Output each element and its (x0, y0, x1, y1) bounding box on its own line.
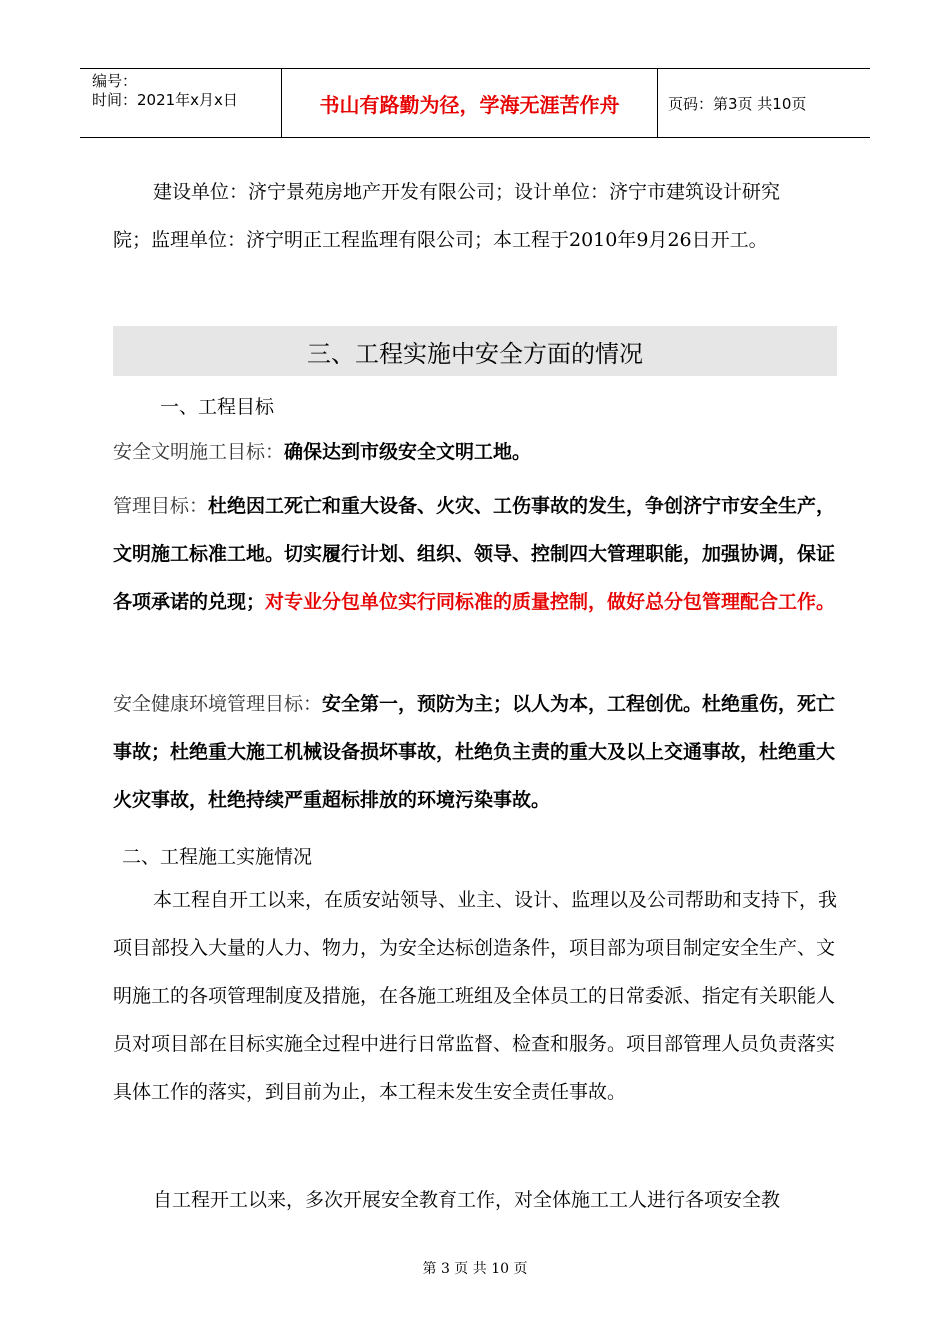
goal-safety-civil (113, 428, 843, 476)
subheading-implementation: 二、工程施工实施情况 (122, 846, 313, 868)
goal-label: 安全健康环境管理目标： (113, 693, 323, 715)
goal-text: 安全第一，预防为主；以人为本，工程创优。杜绝重伤，死亡事故；杜绝重大施工机械设备损坏事故，杜绝负主责的重大及以上交通事故，杜绝重大火灾事故，杜绝持续严重超标排放的环境污染事故。 (113, 693, 836, 811)
intro-line-2: 院；监理单位：济宁明正工程监理有限公司；本工程于2010年9月26日开工。 (113, 229, 768, 251)
section-title: 三、工程实施中安全方面的情况 (113, 326, 837, 376)
goal-text: 确保达到市级安全文明工地。 (284, 441, 532, 463)
time-label: 时间：2021年x月x日 (92, 91, 238, 109)
subheading-goals: 一、工程目标 (160, 396, 275, 418)
goal-label: 安全文明施工目标： (113, 441, 285, 463)
goal-text-highlight: 对专业分包单位实行同标准的质量控制，做好总分包管理配合工作。 (265, 591, 836, 613)
number-label: 编号： (92, 72, 138, 90)
goal-health-env (113, 680, 843, 824)
intro-line-1: 建设单位：济宁景苑房地产开发有限公司；设计单位：济宁市建筑设计研究 (153, 181, 781, 203)
paragraph-education: 自工程开工以来，多次开展安全教育工作，对全体施工工人进行各项安全教 (153, 1189, 781, 1211)
paragraph-implementation: 本工程自开工以来，在质安站领导、业主、设计、监理以及公司帮助和支持下，我项目部投入大量的人力、物力，为安全达标创造条件，项目部为项目制定安全生产、文明施工的各项管理制度及措施，在各施工班组及全体员工的日常委派、指定有关职能人员对项目部在目标实施全过程中进行日常监督、检查和服务。项目部管理人员负责落实具体工作的落实，到目前为止，本工程未发生安全责任事故。 (113, 889, 838, 1103)
goal-label: 管理目标： (113, 495, 209, 517)
goal-text: 杜绝因工死亡和重大设备、火灾、工伤事故的发生，争创济宁市安全生产，文明施工标准工地。切实履行计划、组织、领导、控制四大管理职能，加强协调，保证各项承诺的兑现； (113, 495, 836, 613)
page-header (80, 68, 870, 138)
page-footer: 第 3 页 共 10 页 (422, 1261, 528, 1277)
header-meta (80, 69, 282, 137)
header-page-info: 页码：第3页 共10页 (668, 94, 807, 113)
header-motto: 书山有路勤为径，学海无涯苦作舟 (282, 69, 658, 137)
goal-management (113, 482, 843, 626)
